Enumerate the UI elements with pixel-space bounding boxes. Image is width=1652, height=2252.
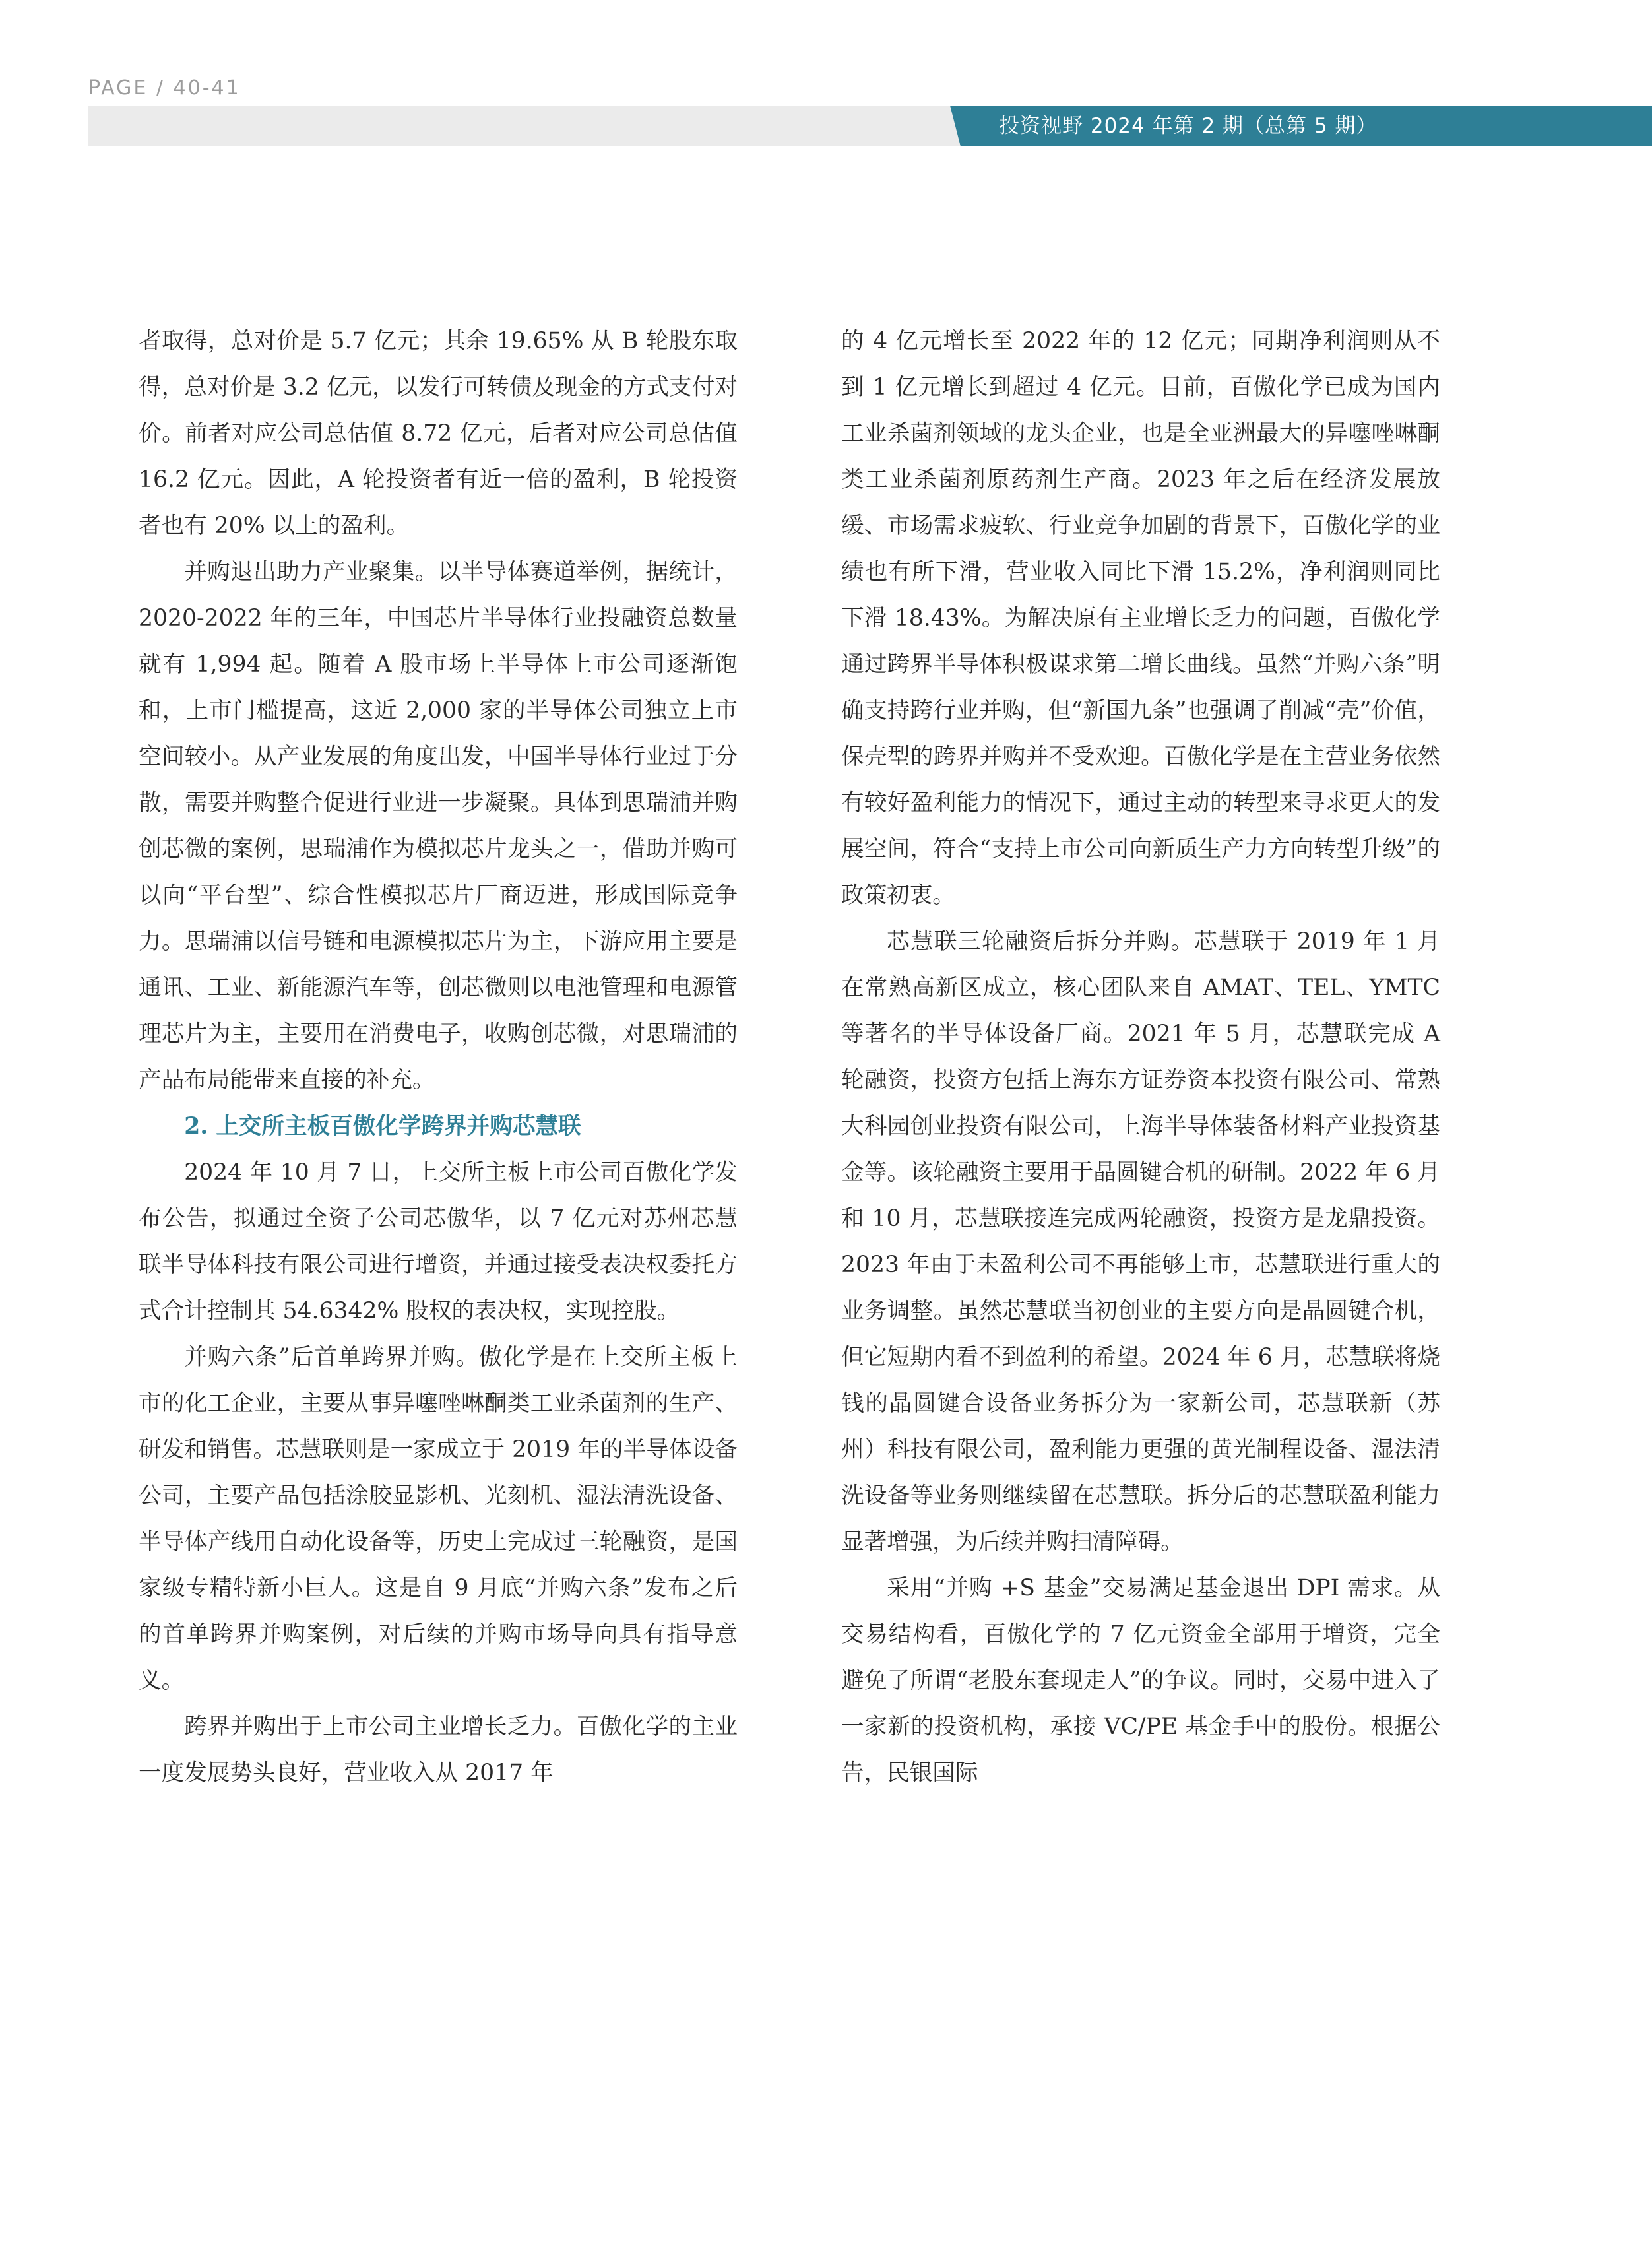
left-column (139, 318, 738, 1796)
right-column (841, 318, 1440, 1796)
paragraph: 采用“并购 +S 基金”交易满足基金退出 DPI 需求。从交易结构看，百傲化学的 7 亿元资金全部用于增资，完全避免了所谓“老股东套现走人”的争议。同时，交易中进入了一家新的投资机构，承接 VC/PE 基金手中的股份。根据公告，民银国际 (841, 1575, 1440, 1786)
paragraph: 芯慧联三轮融资后拆分并购。芯慧联于 2019 年 1 月在常熟高新区成立，核心团队来自 AMAT、TEL、YMTC 等著名的半导体设备厂商。2021 年 5 月，芯慧联完成 A 轮融资，投资方包括上海东方证券资本投资有限公司、常熟大科园创业投资有限公司，上海半导体装备材料产业投资基金等。该轮融资主要用于晶圆键合机的研制。2022 年 6 月和 10 月，芯慧联接连完成两轮融资，投资方是龙鼎投资。2023 年由于未盈利公司不再能够上市，芯慧联进行重大的业务调整。虽然芯慧联当初创业的主要方向是晶圆键合机，但它短期内看不到盈利的希望。2024 年 6 月，芯慧联将烧钱的晶圆键合设备业务拆分为一家新公司，芯慧联新（苏州）科技有限公司，盈利能力更强的黄光制程设备、湿法清洗设备等业务则继续留在芯慧联。拆分后的芯慧联盈利能力显著增强，为后续并购扫清障碍。 (841, 928, 1440, 1555)
issue-title: 投资视野 2024 年第 2 期（总第 5 期） (999, 114, 1378, 138)
paragraph: 并购退出助力产业聚集。以半导体赛道举例，据统计， 2020-2022 年的三年，中国芯片半导体行业投融资总数量就有 1,994 起。随着 A 股市场上半导体上市公司逐渐饱和，上市门槛提高，这近 2,000 家的半导体公司独立上市空间较小。从产业发展的角度出发，中国半导体行业过于分散，需要并购整合促进行业进一步凝聚。具体到思瑞浦并购创芯微的案例，思瑞浦作为模拟芯片龙头之一，借助并购可以向“平台型”、综合性模拟芯片厂商迈进，形成国际竞争力。思瑞浦以信号链和电源模拟芯片为主，下游应用主要是通讯、工业、新能源汽车等，创芯微则以电池管理和电源管理芯片为主，主要用在消费电子，收购创芯微，对思瑞浦的产品布局能带来直接的补充。 (139, 559, 738, 1093)
paragraph: 的 4 亿元增长至 2022 年的 12 亿元；同期净利润则从不到 1 亿元增长到超过 4 亿元。目前，百傲化学已成为国内工业杀菌剂领域的龙头企业，也是全亚洲最大的异噻唑啉酮类工业杀菌剂原药剂生产商。2023 年之后在经济发展放缓、市场需求疲软、行业竞争加剧的背景下，百傲化学的业绩也有所下滑，营业收入同比下滑 15.2%，净利润则同比下滑 18.43%。为解决原有主业增长乏力的问题，百傲化学通过跨界半导体积极谋求第二增长曲线。虽然“并购六条”明确支持跨行业并购，但“新国九条”也强调了削减“壳”价值，保壳型的跨界并购并不受欢迎。百傲化学是在主营业务依然有较好盈利能力的情况下，通过主动的转型来寻求更大的发展空间，符合“支持上市公司向新质生产力方向转型升级”的政策初衷。 (841, 328, 1440, 909)
page-number-label: PAGE / 40-41 (88, 77, 241, 100)
paragraph: 者取得，总对价是 5.7 亿元；其余 19.65% 从 B 轮股东取得，总对价是 3.2 亿元，以发行可转债及现金的方式支付对价。前者对应公司总估值 8.72 亿元，后者对应公司总估值 16.2 亿元。因此，A 轮投资者有近一倍的盈利，B 轮投资者也有 20% 以上的盈利。 (139, 328, 738, 539)
paragraph: 2024 年 10 月 7 日，上交所主板上市公司百傲化学发布公告，拟通过全资子公司芯傲华，以 7 亿元对苏州芯慧联半导体科技有限公司进行增资，并通过接受表决权委托方式合计控制其 54.6342% 股权的表决权，实现控股。 (139, 1159, 738, 1324)
section-subheading: 2. 上交所主板百傲化学跨界并购芯慧联 (184, 1113, 581, 1140)
paragraph: 跨界并购出于上市公司主业增长乏力。百傲化学的主业一度发展势头良好，营业收入从 2017 年 (139, 1714, 738, 1786)
paragraph: 并购六条”后首单跨界并购。傲化学是在上交所主板上市的化工企业，主要从事异噻唑啉酮类工业杀菌剂的生产、研发和销售。芯慧联则是一家成立于 2019 年的半导体设备公司，主要产品包括涂胶显影机、光刻机、湿法清洗设备、半导体产线用自动化设备等，历史上完成过三轮融资，是国家级专精特新小巨人。这是自 9 月底“并购六条”发布之后的首单跨界并购案例，对后续的并购市场导向具有指导意义。 (139, 1344, 738, 1694)
